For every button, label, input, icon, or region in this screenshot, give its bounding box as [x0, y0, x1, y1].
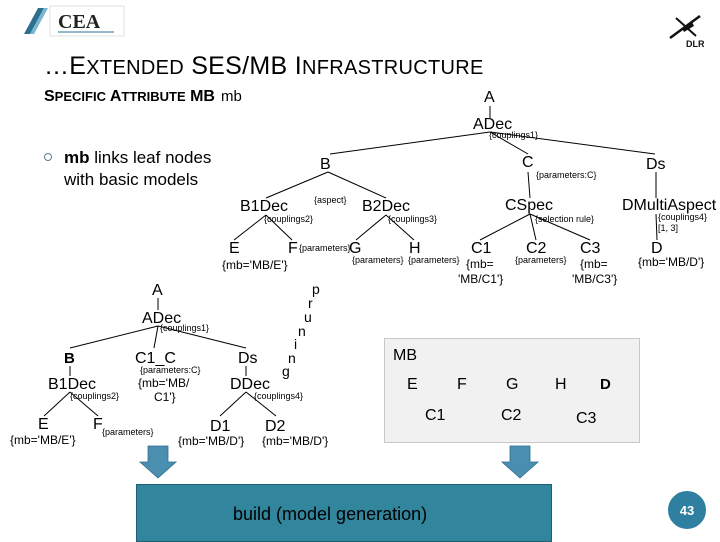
label-couplings3: {couplings3}	[388, 214, 438, 224]
small-mb-E: {mb='MB/E'}	[10, 433, 76, 447]
small-node-A: A	[152, 282, 163, 299]
small-mb-C1-line2: C1'}	[154, 390, 176, 404]
mb-box-F: F	[457, 376, 467, 393]
slide-number-badge	[664, 488, 710, 532]
mb-E: {mb='MB/E'}	[222, 258, 288, 272]
pruning-letter-1: p	[312, 281, 320, 297]
mb-D: {mb='MB/D'}	[638, 255, 705, 269]
pruning-letter-6: n	[288, 350, 296, 366]
bullet-text: mb links leaf nodes with basic models	[64, 148, 212, 189]
pruning-letter-5: i	[294, 336, 298, 352]
mb-box-C1: C1	[425, 407, 446, 424]
node-G: G	[349, 240, 362, 257]
pruning-letter-2: r	[308, 295, 313, 311]
mb-C3-line1: {mb=	[580, 257, 608, 271]
mb-C1-line2: 'MB/C1'}	[458, 272, 504, 286]
mb-box-D: D	[600, 376, 611, 393]
node-C1: C1	[471, 240, 492, 257]
label-couplings4: {couplings4}	[658, 212, 708, 222]
node-B2Dec: B2Dec	[362, 198, 411, 215]
label-range: [1, 3]	[658, 223, 679, 233]
node-B: B	[320, 156, 331, 173]
build-bar	[136, 484, 552, 542]
node-C: C	[522, 154, 534, 171]
label-couplings2: {couplings2}	[264, 214, 314, 224]
node-C3: C3	[580, 240, 601, 257]
mb-box-G: G	[506, 376, 519, 393]
mb-box-H: H	[555, 376, 567, 393]
node-ADec: ADec	[473, 116, 513, 133]
mb-box-C3: C3	[576, 410, 597, 427]
dlr-logo-text: DLR	[686, 39, 705, 48]
label-params-C2: {parameters}	[515, 255, 567, 265]
build-label: build (model generation)	[233, 504, 428, 524]
left-down-arrow	[140, 446, 176, 478]
small-label-couplings1: {couplings1}	[160, 323, 210, 333]
label-parametersC: {parameters:C}	[536, 170, 597, 180]
small-node-C1_C: C1_C	[135, 350, 176, 367]
node-E: E	[229, 240, 240, 257]
slide-subtitle: SPECIFIC ATTRIBUTE MB mb	[44, 88, 242, 105]
small-label-params-F: {parameters}	[102, 427, 154, 437]
small-mb-D2: {mb='MB/D'}	[262, 434, 329, 448]
node-F: F	[288, 240, 298, 257]
node-Ds: Ds	[646, 156, 666, 173]
small-mb-D1: {mb='MB/D'}	[178, 434, 245, 448]
small-node-D1: D1	[210, 418, 231, 435]
small-node-E: E	[38, 416, 49, 433]
subtitle-mb: mb	[220, 88, 242, 105]
label-aspect: {aspect}	[314, 195, 347, 205]
label-selection-rule: {selection rule}	[535, 214, 595, 224]
small-label-couplings2: {couplings2}	[70, 391, 120, 401]
small-node-B: B	[64, 350, 75, 367]
right-down-arrow	[502, 446, 538, 478]
mb-box-C2: C2	[501, 407, 522, 424]
small-label-parametersC: {parameters:C}	[140, 365, 201, 375]
node-A: A	[484, 89, 495, 106]
pruning-letter-3: u	[304, 309, 312, 325]
small-node-D2: D2	[265, 418, 286, 435]
model-base-box	[384, 338, 640, 443]
label-params-F: {parameters}	[299, 243, 351, 253]
small-node-B1Dec: B1Dec	[48, 376, 97, 393]
small-node-Ds: Ds	[238, 350, 258, 367]
pruning-label	[276, 278, 348, 382]
pruning-letter-7: g	[282, 363, 290, 379]
slide-number: 43	[679, 503, 695, 518]
label-couplings1: {couplings1}	[489, 130, 539, 140]
mb-box-E: E	[407, 376, 418, 393]
mb-box-title: MB	[393, 347, 417, 364]
node-B1Dec: B1Dec	[240, 198, 289, 215]
node-C2: C2	[526, 240, 547, 257]
mb-C3-line2: 'MB/C3'}	[572, 272, 618, 286]
node-H: H	[409, 240, 421, 257]
cea-logo-text: CEA	[58, 11, 101, 33]
mb-C1-line1: {mb=	[466, 257, 494, 271]
node-DMultiAspect: DMultiAspect	[622, 197, 717, 214]
label-params-G: {parameters}	[352, 255, 404, 265]
small-label-couplings4: {couplings4}	[254, 391, 304, 401]
pruning-letter-4: n	[298, 323, 306, 339]
small-mb-C1-line1: {mb='MB/	[138, 376, 190, 390]
small-node-ADec: ADec	[142, 310, 182, 327]
node-D: D	[651, 240, 663, 257]
small-node-DDec: DDec	[230, 376, 271, 393]
node-CSpec: CSpec	[505, 197, 554, 214]
label-params-H: {parameters}	[408, 255, 460, 265]
small-node-F: F	[93, 416, 103, 433]
slide-title: …EXTENDED SES/MB INFRASTRUCTURE	[44, 52, 484, 80]
